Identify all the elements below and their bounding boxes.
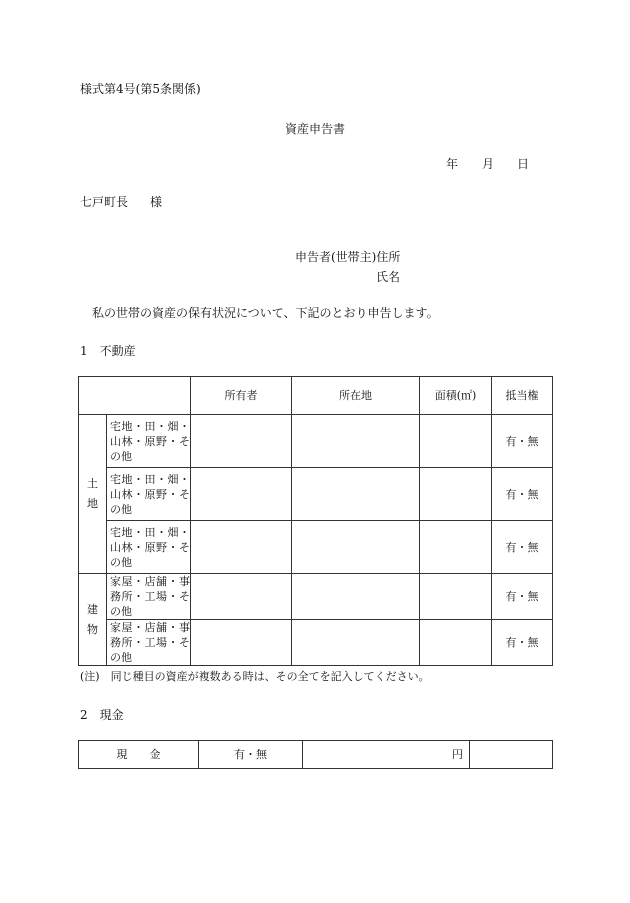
cash-amount-cell[interactable] (303, 741, 470, 769)
header-owner: 所有者 (191, 377, 292, 415)
document-title: 資産申告書 (285, 122, 346, 136)
owner-cell[interactable] (191, 415, 292, 468)
real-estate-table (78, 376, 553, 666)
building-category-2: 家屋・店舗・事務所・工場・その他 (107, 620, 191, 666)
location-cell[interactable] (292, 574, 420, 620)
section1-heading: 1 不動産 (80, 344, 136, 358)
form-number: 様式第4号(第5条関係) (80, 82, 201, 96)
area-cell[interactable] (420, 468, 492, 521)
owner-cell[interactable] (191, 468, 292, 521)
area-cell[interactable] (420, 521, 492, 574)
date-day: 日 (517, 157, 530, 171)
declarant-name-label: 氏名 (376, 270, 401, 284)
area-cell[interactable] (420, 620, 492, 666)
mortgage-yes-no[interactable]: 有・無 (492, 521, 553, 574)
section2-heading: 2 現金 (80, 708, 124, 722)
land-label: 土 地 (79, 415, 107, 574)
owner-cell[interactable] (191, 574, 292, 620)
header-location: 所在地 (292, 377, 420, 415)
area-cell[interactable] (420, 415, 492, 468)
date-year: 年 (446, 157, 459, 171)
land-category-1: 宅地・田・畑・山林・原野・その他 (107, 415, 191, 468)
addressee-honorific: 様 (150, 195, 163, 209)
location-cell[interactable] (292, 468, 420, 521)
cash-yes-no[interactable]: 有・無 (199, 741, 303, 769)
mortgage-yes-no[interactable]: 有・無 (492, 415, 553, 468)
mortgage-yes-no[interactable]: 有・無 (492, 620, 553, 666)
building-label: 建 物 (79, 574, 107, 666)
date-month: 月 (482, 157, 495, 171)
land-category-2: 宅地・田・畑・山林・原野・その他 (107, 468, 191, 521)
land-category-3: 宅地・田・畑・山林・原野・その他 (107, 521, 191, 574)
mortgage-yes-no[interactable]: 有・無 (492, 468, 553, 521)
location-cell[interactable] (292, 521, 420, 574)
table-note: (注) 同じ種目の資産が複数ある時は、その全てを記入してください。 (80, 670, 430, 683)
intro-text: 私の世帯の資産の保有状況について、下記のとおり申告します。 (92, 306, 439, 320)
header-mortgage: 抵当権 (492, 377, 553, 415)
declarant-address-label: 申告者(世帯主)住所 (295, 250, 401, 264)
cash-label: 現 金 (79, 741, 199, 769)
owner-cell[interactable] (191, 620, 292, 666)
cash-remarks-cell[interactable] (470, 741, 553, 769)
building-category-1: 家屋・店舗・事務所・工場・その他 (107, 574, 191, 620)
cash-table (78, 740, 553, 769)
yen-unit: 円 (452, 748, 463, 761)
area-cell[interactable] (420, 574, 492, 620)
header-blank-cell (79, 377, 191, 415)
owner-cell[interactable] (191, 521, 292, 574)
header-area: 面積(㎡) (420, 377, 492, 415)
mortgage-yes-no[interactable]: 有・無 (492, 574, 553, 620)
addressee-name: 七戸町長 (80, 195, 129, 209)
location-cell[interactable] (292, 620, 420, 666)
location-cell[interactable] (292, 415, 420, 468)
